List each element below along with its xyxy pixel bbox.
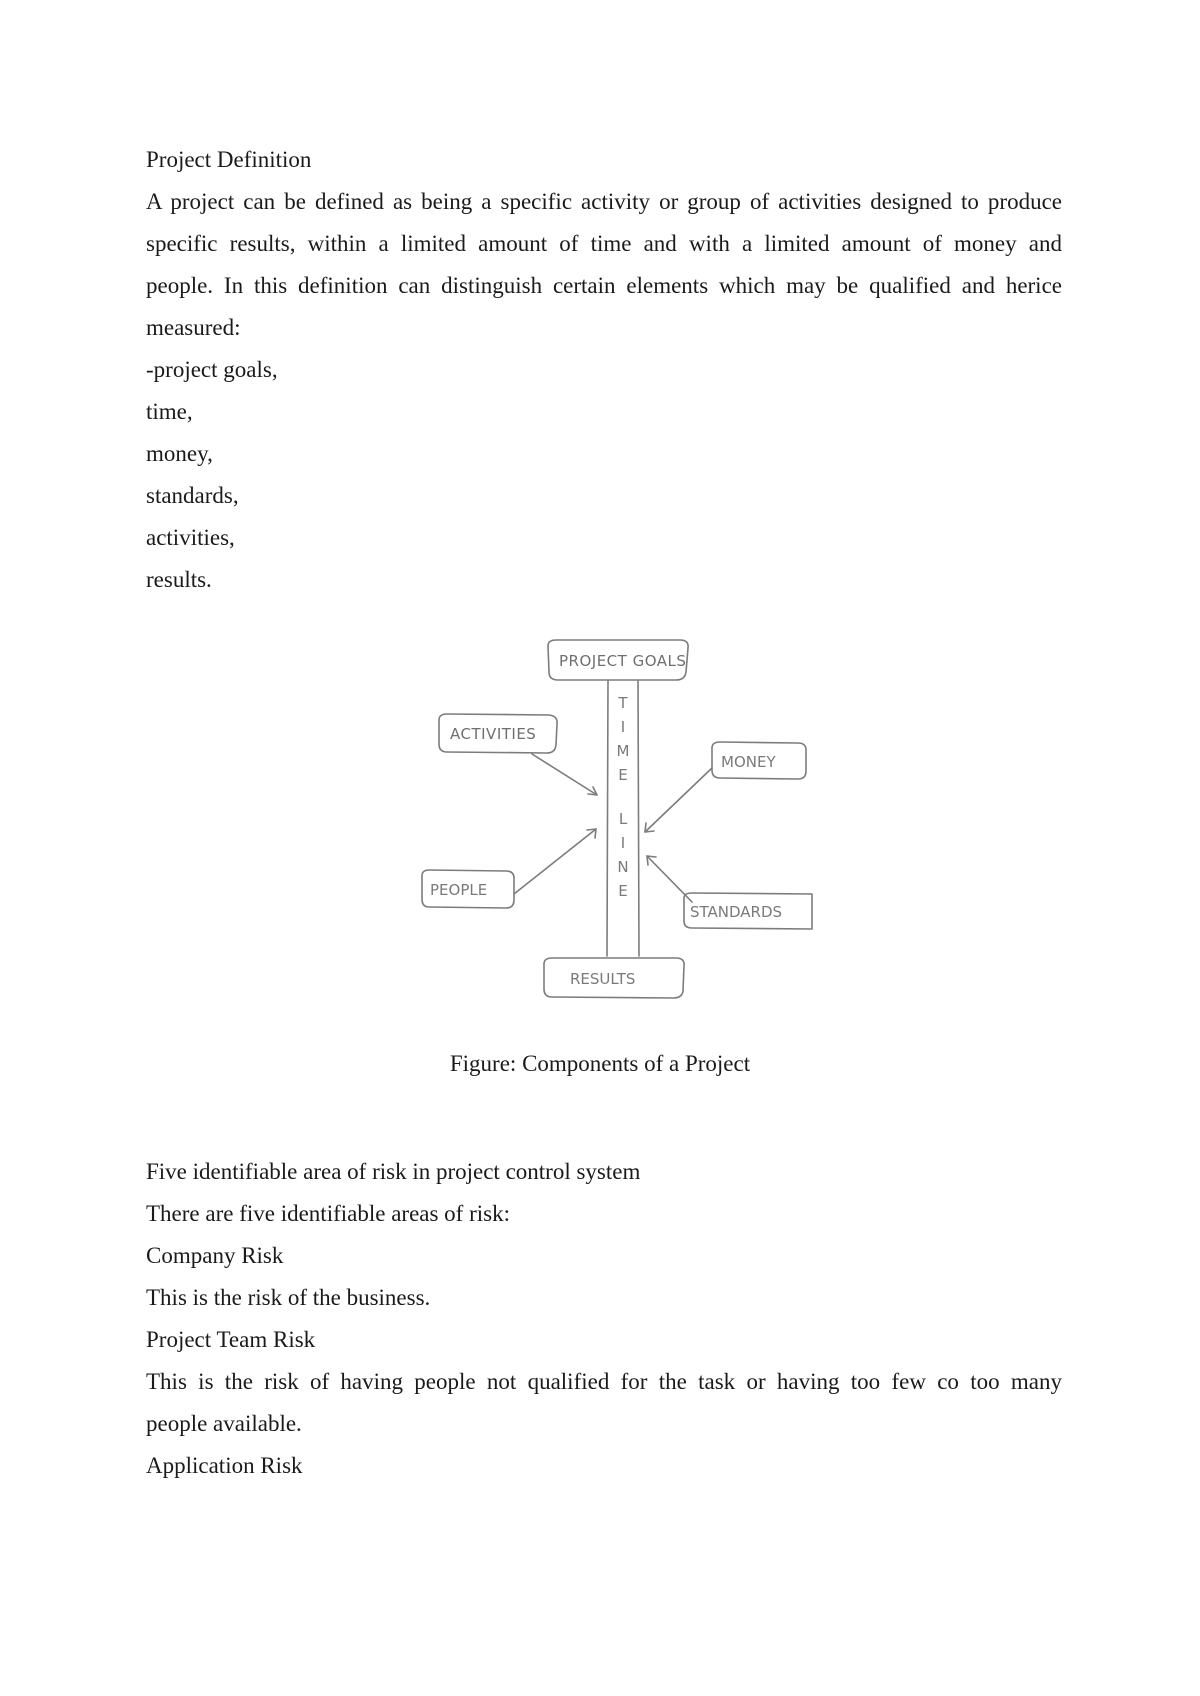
- timeline-left-edge: [607, 681, 608, 956]
- timeline-letter: N: [617, 858, 629, 876]
- paragraph-line: measured:: [146, 315, 241, 340]
- list-item: standards,: [146, 483, 239, 508]
- activities-arrow: [532, 754, 597, 795]
- label-people: PEOPLE: [430, 881, 488, 899]
- list-item: results.: [146, 567, 212, 592]
- timeline-letter: T: [618, 694, 628, 712]
- timeline-letter: I: [620, 834, 626, 852]
- label-standards: STANDARDS: [690, 903, 783, 921]
- project-components-figure: [414, 636, 814, 1016]
- figure-caption: Figure: Components of a Project: [449, 1051, 751, 1076]
- label-project-goals: PROJECT GOALS: [559, 652, 687, 670]
- standards-arrow: [647, 856, 692, 902]
- timeline-right-edge: [638, 681, 639, 956]
- paragraph-line: This is the risk of having people not qualified for the task or having too few co too many: [146, 1369, 1062, 1394]
- label-money: MONEY: [721, 753, 776, 771]
- project-definition-section: [146, 139, 1062, 601]
- section-heading: Project Definition: [146, 147, 312, 172]
- label-results: RESULTS: [570, 970, 636, 988]
- timeline-letter: I: [620, 718, 626, 736]
- subheading: Project Team Risk: [146, 1327, 316, 1352]
- list-item: activities,: [146, 525, 235, 550]
- people-arrow: [514, 829, 596, 894]
- risk-areas-section: [146, 1151, 1062, 1487]
- label-activities: ACTIVITIES: [450, 725, 537, 743]
- list-item: time,: [146, 399, 193, 424]
- paragraph-line: specific results, within a limited amount of time and with a limited amount of money and: [146, 231, 1062, 256]
- timeline-letters: [617, 694, 630, 900]
- subheading: Company Risk: [146, 1243, 284, 1268]
- paragraph-line: people available.: [146, 1411, 302, 1436]
- paragraph-line: This is the risk of the business.: [146, 1285, 431, 1310]
- subheading: Application Risk: [146, 1453, 303, 1478]
- money-arrow: [645, 768, 712, 832]
- paragraph-line: people. In this definition can distinguish certain elements which may be qualified and herice: [146, 273, 1062, 298]
- timeline-letter: M: [616, 742, 630, 760]
- paragraph-line: There are five identifiable areas of risk:: [146, 1201, 510, 1226]
- list-item: money,: [146, 441, 213, 466]
- timeline-letter: E: [618, 882, 628, 900]
- list-item: -project goals,: [146, 357, 278, 382]
- hand-drawn-diagram: [414, 636, 814, 1016]
- paragraph-line: A project can be defined as being a specific activity or group of activities designed to produce: [146, 189, 1062, 214]
- timeline-letter: E: [618, 766, 628, 784]
- timeline-letter: L: [618, 810, 628, 828]
- section-heading: Five identifiable area of risk in project control system: [146, 1159, 641, 1184]
